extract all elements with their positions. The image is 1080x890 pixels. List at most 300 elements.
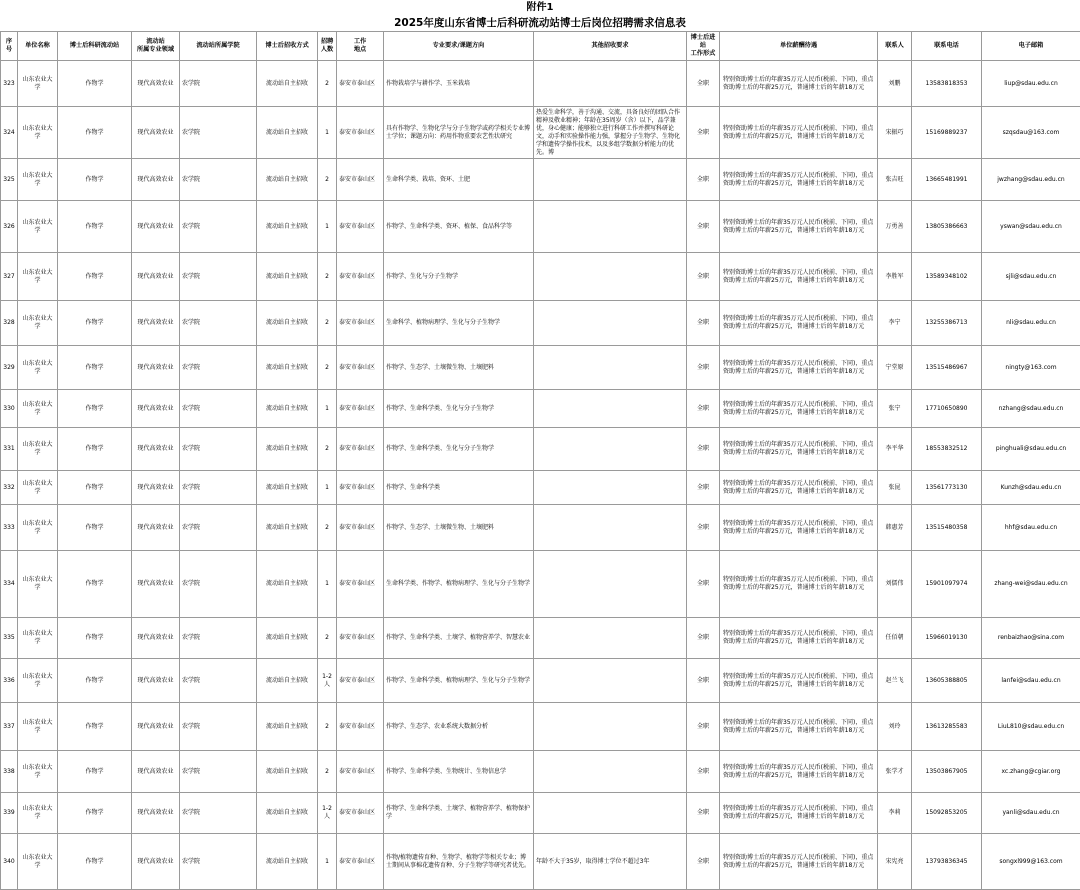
cell-phone: 13613285583 [912, 703, 982, 751]
cell-other [534, 61, 687, 107]
cell-unit: 山东农业大学 [18, 346, 58, 390]
cell-salary: 特别资助博士后的年薪35万元人民币(税前、下同)，重点资助博士后的年薪25万元，普通博士后的年薪18万元 [720, 61, 878, 107]
cell-unit: 山东农业大学 [18, 659, 58, 703]
cell-field: 现代高效农业 [132, 618, 180, 659]
cell-field: 现代高效农业 [132, 390, 180, 428]
cell-seq: 332 [1, 471, 18, 505]
cell-other [534, 551, 687, 618]
cell-other [534, 301, 687, 346]
table-row [1, 107, 1080, 159]
cell-salary: 特别资助博士后的年薪35万元人民币(税前、下同)，重点资助博士后的年薪25万元，普通博士后的年薪18万元 [720, 201, 878, 253]
table-row [1, 471, 1080, 505]
cell-email: liup@sdau.edu.cn [982, 61, 1080, 107]
cell-phone: 15169889237 [912, 107, 982, 159]
table-row [1, 61, 1080, 107]
cell-email: sjli@sdau.edu.cn [982, 253, 1080, 301]
cell-salary: 特别资助博士后的年薪35万元人民币(税前、下同)，重点资助博士后的年薪25万元，普通博士后的年薪18万元 [720, 253, 878, 301]
header-salary: 单位薪酬待遇 [720, 32, 878, 61]
table-row [1, 346, 1080, 390]
cell-station: 作物学 [58, 301, 132, 346]
header-phone: 联系电话 [912, 32, 982, 61]
cell-salary: 特别资助博士后的年薪35万元人民币(税前、下同)，重点资助博士后的年薪25万元，普通博士后的年薪18万元 [720, 471, 878, 505]
cell-major: 作物学、生命科学类 [384, 471, 534, 505]
cell-count: 1-2人 [318, 793, 337, 834]
cell-salary: 特别资助博士后的年薪35万元人民币(税前、下同)，重点资助博士后的年薪25万元，普通博士后的年薪18万元 [720, 551, 878, 618]
cell-email: yswan@sdau.edu.cn [982, 201, 1080, 253]
cell-salary: 特别资助博士后的年薪35万元人民币(税前、下同)，重点资助博士后的年薪25万元，普通博士后的年薪18万元 [720, 505, 878, 551]
cell-other [534, 390, 687, 428]
cell-location: 泰安市泰山区 [337, 201, 384, 253]
cell-unit: 山东农业大学 [18, 390, 58, 428]
cell-college: 农学院 [180, 659, 257, 703]
cell-college: 农学院 [180, 471, 257, 505]
cell-salary: 特别资助博士后的年薪35万元人民币(税前、下同)，重点资助博士后的年薪25万元，普通博士后的年薪18万元 [720, 107, 878, 159]
cell-location: 泰安市泰山区 [337, 61, 384, 107]
cell-major: 作物栽培学与耕作学、玉米栽培 [384, 61, 534, 107]
cell-college: 农学院 [180, 751, 257, 793]
header-location: 工作 地点 [337, 32, 384, 61]
cell-email: jwzhang@sdau.edu.cn [982, 159, 1080, 201]
cell-seq: 324 [1, 107, 18, 159]
cell-other [534, 751, 687, 793]
cell-field: 现代高效农业 [132, 505, 180, 551]
cell-college: 农学院 [180, 618, 257, 659]
cell-location: 泰安市泰山区 [337, 703, 384, 751]
cell-field: 现代高效农业 [132, 471, 180, 505]
header-contact: 联系人 [878, 32, 912, 61]
cell-phone: 13583818353 [912, 61, 982, 107]
cell-form: 全职 [687, 471, 720, 505]
cell-count: 2 [318, 159, 337, 201]
cell-phone: 13793836345 [912, 834, 982, 890]
cell-field: 现代高效农业 [132, 159, 180, 201]
header-form: 博士后进站 工作形式 [687, 32, 720, 61]
cell-location: 泰安市泰山区 [337, 107, 384, 159]
cell-college: 农学院 [180, 390, 257, 428]
cell-count: 1-2人 [318, 659, 337, 703]
cell-salary: 特别资助博士后的年薪35万元人民币(税前、下同)，重点资助博士后的年薪25万元，普通博士后的年薪18万元 [720, 659, 878, 703]
cell-salary: 特别资助博士后的年薪35万元人民币(税前、下同)，重点资助博士后的年薪25万元，普通博士后的年薪18万元 [720, 428, 878, 471]
cell-email: nli@sdau.edu.cn [982, 301, 1080, 346]
cell-major: 作物学、生命科学类、植物病理学、生化与分子生物学 [384, 659, 534, 703]
cell-phone: 13561773130 [912, 471, 982, 505]
cell-field: 现代高效农业 [132, 751, 180, 793]
cell-seq: 330 [1, 390, 18, 428]
cell-phone: 13255386713 [912, 301, 982, 346]
cell-contact: 刘儒伟 [878, 551, 912, 618]
cell-seq: 337 [1, 703, 18, 751]
cell-station: 作物学 [58, 471, 132, 505]
cell-major: 具有作物学、生物化学与分子生物学或药学相关专业博士学位；课题方向：药用作物重要农艺性状研究 [384, 107, 534, 159]
cell-unit: 山东农业大学 [18, 551, 58, 618]
cell-field: 现代高效农业 [132, 659, 180, 703]
cell-count: 1 [318, 471, 337, 505]
cell-method: 流动站自主招收 [257, 61, 318, 107]
cell-unit: 山东农业大学 [18, 61, 58, 107]
table-row [1, 618, 1080, 659]
cell-email: Kunzh@sdau.edu.cn [982, 471, 1080, 505]
cell-unit: 山东农业大学 [18, 201, 58, 253]
cell-form: 全职 [687, 703, 720, 751]
cell-phone: 13605388805 [912, 659, 982, 703]
cell-email: LiuL810@sdau.edu.cn [982, 703, 1080, 751]
cell-method: 流动站自主招收 [257, 346, 318, 390]
cell-other [534, 793, 687, 834]
cell-method: 流动站自主招收 [257, 253, 318, 301]
cell-college: 农学院 [180, 346, 257, 390]
cell-count: 1 [318, 551, 337, 618]
cell-form: 全职 [687, 253, 720, 301]
cell-other [534, 428, 687, 471]
cell-count: 2 [318, 253, 337, 301]
cell-unit: 山东农业大学 [18, 703, 58, 751]
header-college: 流动站所属学院 [180, 32, 257, 61]
cell-station: 作物学 [58, 346, 132, 390]
cell-other: 年龄不大于35岁，取得博士学位不超过3年 [534, 834, 687, 890]
cell-college: 农学院 [180, 703, 257, 751]
cell-other [534, 201, 687, 253]
cell-college: 农学院 [180, 505, 257, 551]
cell-location: 泰安市泰山区 [337, 793, 384, 834]
cell-phone: 13503867905 [912, 751, 982, 793]
table-row [1, 253, 1080, 301]
cell-unit: 山东农业大学 [18, 793, 58, 834]
cell-seq: 336 [1, 659, 18, 703]
table-header-row [1, 32, 1080, 61]
cell-salary: 特别资助博士后的年薪35万元人民币(税前、下同)，重点资助博士后的年薪25万元，普通博士后的年薪18万元 [720, 793, 878, 834]
cell-method: 流动站自主招收 [257, 428, 318, 471]
cell-station: 作物学 [58, 159, 132, 201]
cell-form: 全职 [687, 61, 720, 107]
cell-count: 2 [318, 428, 337, 471]
cell-unit: 山东农业大学 [18, 505, 58, 551]
cell-seq: 327 [1, 253, 18, 301]
cell-form: 全职 [687, 751, 720, 793]
cell-form: 全职 [687, 428, 720, 471]
cell-major: 作物学、生命科学类、土壤学、植物营养学、植物保护学 [384, 793, 534, 834]
table-row [1, 703, 1080, 751]
cell-major: 作物学、生命科学类、生化与分子生物学 [384, 428, 534, 471]
cell-contact: 赵兰飞 [878, 659, 912, 703]
cell-station: 作物学 [58, 253, 132, 301]
cell-email: renbaizhao@sina.com [982, 618, 1080, 659]
cell-contact: 张吉旺 [878, 159, 912, 201]
cell-count: 2 [318, 301, 337, 346]
cell-station: 作物学 [58, 390, 132, 428]
cell-form: 全职 [687, 551, 720, 618]
cell-phone: 15092853205 [912, 793, 982, 834]
cell-salary: 特别资助博士后的年薪35万元人民币(税前、下同)，重点资助博士后的年薪25万元，普通博士后的年薪18万元 [720, 703, 878, 751]
cell-location: 泰安市泰山区 [337, 428, 384, 471]
cell-form: 全职 [687, 793, 720, 834]
header-other: 其他招收要求 [534, 32, 687, 61]
cell-contact: 李莉 [878, 793, 912, 834]
cell-method: 流动站自主招收 [257, 834, 318, 890]
cell-location: 泰安市泰山区 [337, 834, 384, 890]
cell-method: 流动站自主招收 [257, 390, 318, 428]
table-row [1, 793, 1080, 834]
cell-phone: 13665481991 [912, 159, 982, 201]
cell-field: 现代高效农业 [132, 428, 180, 471]
cell-seq: 329 [1, 346, 18, 390]
table-row [1, 659, 1080, 703]
cell-major: 生命科学、植物病理学、生化与分子生物学 [384, 301, 534, 346]
cell-seq: 334 [1, 551, 18, 618]
cell-unit: 山东农业大学 [18, 471, 58, 505]
header-station: 博士后科研流动站 [58, 32, 132, 61]
cell-salary: 特别资助博士后的年薪35万元人民币(税前、下同)，重点资助博士后的年薪25万元，普通博士后的年薪18万元 [720, 618, 878, 659]
cell-salary: 特别资助博士后的年薪35万元人民币(税前、下同)，重点资助博士后的年薪25万元，普通博士后的年薪18万元 [720, 751, 878, 793]
cell-major: 生命科学类、作物学、植物病理学、生化与分子生物学 [384, 551, 534, 618]
cell-count: 1 [318, 107, 337, 159]
cell-phone: 13515480358 [912, 505, 982, 551]
cell-major: 作物/植物遗传育种、生物学、植物学等相关专业；博士期间从事棉花遗传育种、分子生物学等研究者优先。 [384, 834, 534, 890]
cell-contact: 张宁 [878, 390, 912, 428]
cell-location: 泰安市泰山区 [337, 618, 384, 659]
cell-form: 全职 [687, 390, 720, 428]
cell-major: 生命科学类、栽培、资环、土肥 [384, 159, 534, 201]
cell-count: 1 [318, 834, 337, 890]
header-seq: 序号 [1, 32, 18, 61]
cell-email: songxl999@163.com [982, 834, 1080, 890]
cell-phone: 18553832512 [912, 428, 982, 471]
cell-count: 2 [318, 703, 337, 751]
cell-count: 2 [318, 505, 337, 551]
cell-college: 农学院 [180, 107, 257, 159]
cell-college: 农学院 [180, 428, 257, 471]
recruitment-table [0, 31, 1080, 890]
cell-other [534, 659, 687, 703]
cell-phone: 17710650890 [912, 390, 982, 428]
cell-form: 全职 [687, 618, 720, 659]
cell-station: 作物学 [58, 834, 132, 890]
cell-method: 流动站自主招收 [257, 551, 318, 618]
table-row [1, 428, 1080, 471]
cell-college: 农学院 [180, 834, 257, 890]
cell-salary: 特别资助博士后的年薪35万元人民币(税前、下同)，重点资助博士后的年薪25万元，普通博士后的年薪18万元 [720, 346, 878, 390]
cell-other [534, 505, 687, 551]
cell-location: 泰安市泰山区 [337, 301, 384, 346]
cell-college: 农学院 [180, 253, 257, 301]
cell-seq: 323 [1, 61, 18, 107]
cell-method: 流动站自主招收 [257, 659, 318, 703]
cell-location: 泰安市泰山区 [337, 751, 384, 793]
header-count: 招聘 人数 [318, 32, 337, 61]
cell-station: 作物学 [58, 61, 132, 107]
cell-form: 全职 [687, 659, 720, 703]
header-unit: 单位名称 [18, 32, 58, 61]
cell-field: 现代高效农业 [132, 107, 180, 159]
cell-phone: 13805386663 [912, 201, 982, 253]
attachment-label: 附件1 [526, 2, 554, 13]
cell-seq: 338 [1, 751, 18, 793]
cell-station: 作物学 [58, 505, 132, 551]
cell-unit: 山东农业大学 [18, 618, 58, 659]
cell-unit: 山东农业大学 [18, 428, 58, 471]
cell-method: 流动站自主招收 [257, 301, 318, 346]
cell-field: 现代高效农业 [132, 201, 180, 253]
cell-count: 2 [318, 61, 337, 107]
cell-station: 作物学 [58, 107, 132, 159]
table-row [1, 751, 1080, 793]
cell-method: 流动站自主招收 [257, 201, 318, 253]
cell-location: 泰安市泰山区 [337, 159, 384, 201]
cell-major: 作物学、生化与分子生物学 [384, 253, 534, 301]
cell-contact: 刘玲 [878, 703, 912, 751]
cell-field: 现代高效农业 [132, 793, 180, 834]
cell-contact: 宋振巧 [878, 107, 912, 159]
cell-field: 现代高效农业 [132, 253, 180, 301]
cell-major: 作物学、生态学、农业系统大数据分析 [384, 703, 534, 751]
cell-major: 作物学、生命科学类、生化与分子生物学 [384, 390, 534, 428]
cell-count: 1 [318, 390, 337, 428]
cell-unit: 山东农业大学 [18, 107, 58, 159]
cell-method: 流动站自主招收 [257, 505, 318, 551]
cell-count: 1 [318, 201, 337, 253]
cell-method: 流动站自主招收 [257, 471, 318, 505]
cell-unit: 山东农业大学 [18, 253, 58, 301]
cell-college: 农学院 [180, 301, 257, 346]
cell-email: hhf@sdau.edu.cn [982, 505, 1080, 551]
cell-method: 流动站自主招收 [257, 703, 318, 751]
cell-location: 泰安市泰山区 [337, 390, 384, 428]
table-row [1, 551, 1080, 618]
cell-seq: 325 [1, 159, 18, 201]
cell-salary: 特别资助博士后的年薪35万元人民币(税前、下同)，重点资助博士后的年薪25万元，普通博士后的年薪18万元 [720, 834, 878, 890]
cell-seq: 326 [1, 201, 18, 253]
cell-contact: 万勇善 [878, 201, 912, 253]
cell-contact: 张昆 [878, 471, 912, 505]
cell-contact: 宁堂原 [878, 346, 912, 390]
cell-other [534, 253, 687, 301]
cell-college: 农学院 [180, 61, 257, 107]
cell-college: 农学院 [180, 159, 257, 201]
cell-salary: 特别资助博士后的年薪35万元人民币(税前、下同)，重点资助博士后的年薪25万元，普通博士后的年薪18万元 [720, 390, 878, 428]
cell-major: 作物学、生态学、土壤微生物、土壤肥料 [384, 346, 534, 390]
document-title: 2025年度山东省博士后科研流动站博士后岗位招聘需求信息表 [394, 17, 686, 29]
cell-field: 现代高效农业 [132, 834, 180, 890]
cell-form: 全职 [687, 301, 720, 346]
cell-form: 全职 [687, 107, 720, 159]
cell-contact: 宋宪亮 [878, 834, 912, 890]
cell-college: 农学院 [180, 201, 257, 253]
cell-method: 流动站自主招收 [257, 159, 318, 201]
table-row [1, 390, 1080, 428]
cell-contact: 韩惠芳 [878, 505, 912, 551]
cell-location: 泰安市泰山区 [337, 659, 384, 703]
table-body [1, 61, 1080, 890]
cell-seq: 331 [1, 428, 18, 471]
cell-station: 作物学 [58, 751, 132, 793]
cell-other [534, 618, 687, 659]
header-major: 专业要求/课题方向 [384, 32, 534, 61]
cell-form: 全职 [687, 505, 720, 551]
cell-station: 作物学 [58, 793, 132, 834]
cell-phone: 15966019130 [912, 618, 982, 659]
cell-seq: 339 [1, 793, 18, 834]
cell-seq: 335 [1, 618, 18, 659]
cell-count: 2 [318, 751, 337, 793]
cell-salary: 特别资助博士后的年薪35万元人民币(税前、下同)，重点资助博士后的年薪25万元，普通博士后的年薪18万元 [720, 159, 878, 201]
cell-field: 现代高效农业 [132, 551, 180, 618]
cell-field: 现代高效农业 [132, 703, 180, 751]
cell-station: 作物学 [58, 703, 132, 751]
cell-seq: 328 [1, 301, 18, 346]
cell-station: 作物学 [58, 551, 132, 618]
cell-contact: 李宁 [878, 301, 912, 346]
cell-field: 现代高效农业 [132, 301, 180, 346]
cell-email: nzhang@sdau.edu.cn [982, 390, 1080, 428]
cell-unit: 山东农业大学 [18, 159, 58, 201]
table-row [1, 201, 1080, 253]
cell-email: szqsdau@163.com [982, 107, 1080, 159]
cell-location: 泰安市泰山区 [337, 505, 384, 551]
table-row [1, 834, 1080, 890]
cell-method: 流动站自主招收 [257, 107, 318, 159]
table-row [1, 301, 1080, 346]
cell-major: 作物学、生命科学类、资环、植保、食品科学等 [384, 201, 534, 253]
cell-college: 农学院 [180, 793, 257, 834]
cell-email: pinghuali@sdau.edu.cn [982, 428, 1080, 471]
cell-major: 作物学、生态学、土壤微生物、土壤肥料 [384, 505, 534, 551]
cell-college: 农学院 [180, 551, 257, 618]
cell-email: zhang-wei@sdau.edu.cn [982, 551, 1080, 618]
cell-other: 热爱生命科学，善于沟通、交流，具备良好的团队合作精神及敬业精神；年龄在35周岁（含）以下，品学兼优，身心健康；能够独立进行科研工作并撰写科研论文，动手和实验操作能力强，掌握分子生物学、生物化学和遗传学操作技术，以及多组学数据分析能力的优先。博 [534, 107, 687, 159]
cell-email: xc.zhang@cgiar.org [982, 751, 1080, 793]
cell-other [534, 346, 687, 390]
cell-station: 作物学 [58, 428, 132, 471]
cell-seq: 340 [1, 834, 18, 890]
cell-contact: 任佰朝 [878, 618, 912, 659]
cell-unit: 山东农业大学 [18, 834, 58, 890]
cell-station: 作物学 [58, 618, 132, 659]
cell-field: 现代高效农业 [132, 346, 180, 390]
table-row [1, 505, 1080, 551]
cell-unit: 山东农业大学 [18, 301, 58, 346]
cell-other [534, 471, 687, 505]
cell-location: 泰安市泰山区 [337, 253, 384, 301]
cell-count: 2 [318, 346, 337, 390]
cell-form: 全职 [687, 834, 720, 890]
cell-form: 全职 [687, 159, 720, 201]
header-email: 电子邮箱 [982, 32, 1080, 61]
cell-contact: 李胜军 [878, 253, 912, 301]
header-field: 流动站 所属专业领域 [132, 32, 180, 61]
cell-phone: 13589348102 [912, 253, 982, 301]
cell-contact: 张学才 [878, 751, 912, 793]
cell-location: 泰安市泰山区 [337, 471, 384, 505]
header-method: 博士后招收方式 [257, 32, 318, 61]
cell-form: 全职 [687, 346, 720, 390]
cell-location: 泰安市泰山区 [337, 551, 384, 618]
cell-count: 2 [318, 618, 337, 659]
cell-unit: 山东农业大学 [18, 751, 58, 793]
cell-phone: 13515486967 [912, 346, 982, 390]
cell-major: 作物学、生命科学类、生物统计、生物信息学 [384, 751, 534, 793]
cell-method: 流动站自主招收 [257, 618, 318, 659]
cell-form: 全职 [687, 201, 720, 253]
cell-field: 现代高效农业 [132, 61, 180, 107]
cell-email: lanfei@sdau.edu.cn [982, 659, 1080, 703]
cell-contact: 李平华 [878, 428, 912, 471]
cell-method: 流动站自主招收 [257, 793, 318, 834]
cell-email: ningty@163.com [982, 346, 1080, 390]
cell-seq: 333 [1, 505, 18, 551]
table-row [1, 159, 1080, 201]
cell-other [534, 159, 687, 201]
cell-contact: 刘鹏 [878, 61, 912, 107]
cell-method: 流动站自主招收 [257, 751, 318, 793]
